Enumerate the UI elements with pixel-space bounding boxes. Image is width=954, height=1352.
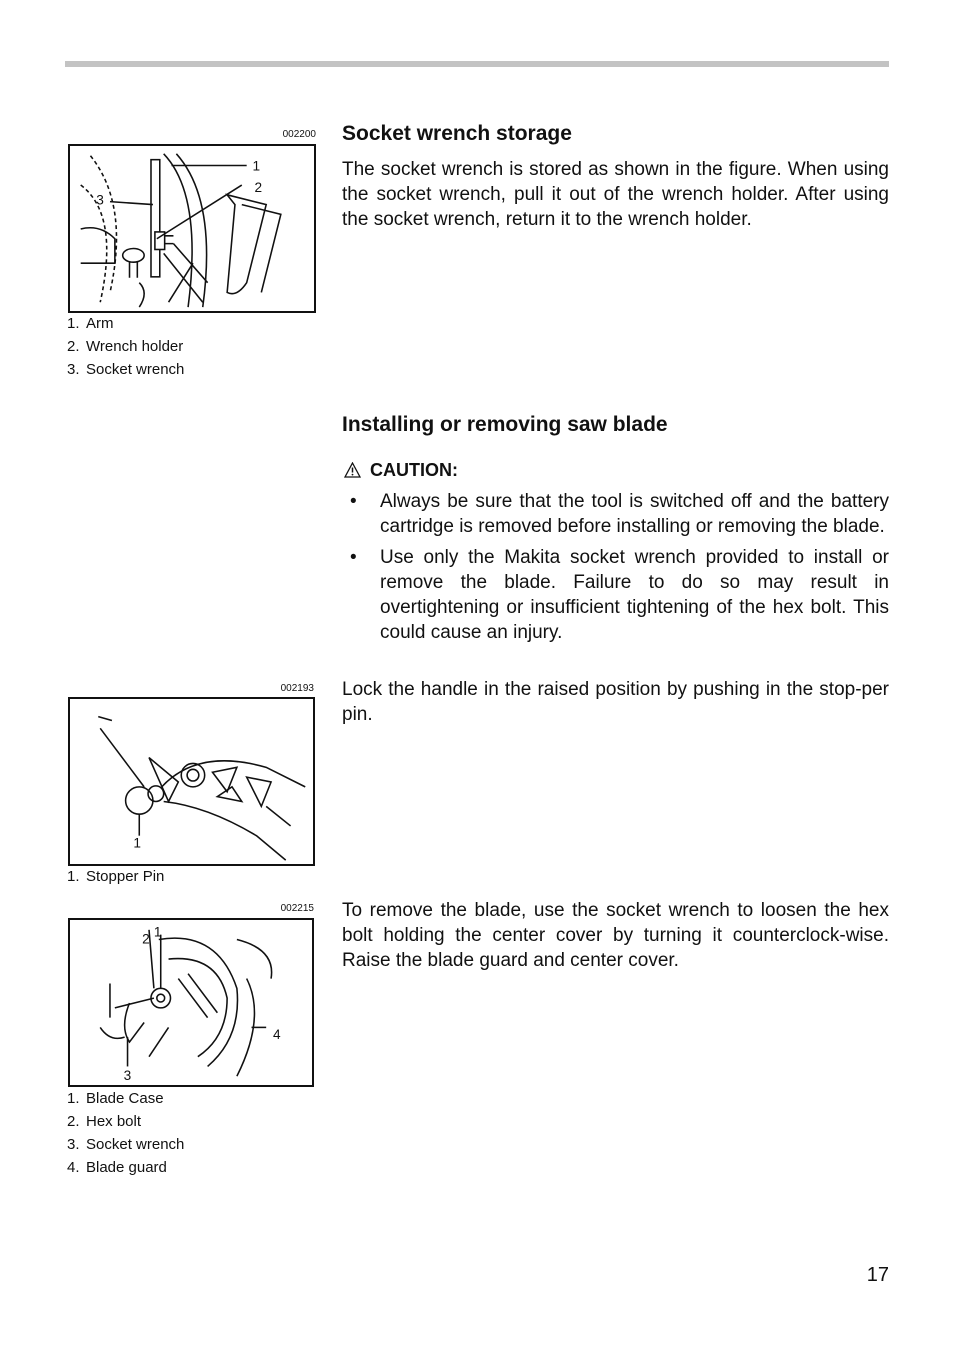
page-number: 17 — [866, 1264, 889, 1286]
figure-2-captions — [67, 865, 164, 888]
callout-2: 2 — [142, 931, 150, 947]
callout-2: 2 — [254, 179, 263, 195]
callout-1: 1 — [252, 158, 261, 174]
caption-item: 3. Socket wrench — [67, 361, 185, 378]
lock-handle-paragraph: Lock the handle in the raised position by pushing in the stop-per pin. — [342, 679, 889, 725]
blade-removal-illustration — [70, 920, 312, 1085]
bullet-symbol: • — [350, 547, 357, 568]
caption-item: 1. Blade Case — [67, 1090, 164, 1107]
callout-3: 3 — [96, 192, 104, 208]
stopper-pin-illustration — [70, 699, 313, 864]
section-heading-socket-wrench-storage: Socket wrench storage — [342, 122, 572, 145]
bullet-symbol: • — [350, 491, 357, 512]
warning-triangle-icon — [344, 462, 361, 478]
list-item: • Use only the Makita socket wrench provided to install or remove the blade. Failure to do so may result in overtightening or insufficient tightening of the hex bolt. This could cause an injury. — [350, 547, 889, 643]
figure-3-captions — [67, 1087, 184, 1179]
callout-3: 3 — [123, 1068, 132, 1084]
top-rule — [65, 61, 889, 67]
figure-blade-removal — [68, 918, 314, 1087]
callout-1: 1 — [153, 924, 162, 940]
figure-1-captions — [67, 312, 184, 381]
socket-wrench-storage-paragraph: The socket wrench is stored as shown in the figure. When using the socket wrench, pull it out of the wrench holder. After using the socket wrench, return it to the wrench holder. — [342, 159, 889, 230]
list-item: • Always be sure that the tool is switched off and the battery cartridge is removed before installing or removing the blade. — [350, 491, 889, 537]
caption-item: 3. Socket wrench — [67, 1136, 185, 1153]
caution-label — [344, 460, 458, 481]
socket-wrench-storage-illustration — [70, 146, 314, 311]
figure-code: 002193 — [280, 683, 314, 694]
remove-blade-paragraph: To remove the blade, use the socket wrench to loosen the hex bolt holding the center cover by turning it counterclock-wise. Raise the blade guard and center cover. — [342, 900, 889, 971]
figure-socket-wrench-storage — [68, 144, 316, 313]
callout-4: 4 — [273, 1027, 281, 1043]
caption-item: 2. Hex bolt — [67, 1113, 142, 1130]
figure-code: 002200 — [282, 129, 316, 140]
callout-1: 1 — [133, 835, 142, 851]
caption-item: 2. Wrench holder — [67, 338, 184, 355]
caption-item: 4. Blade guard — [67, 1159, 167, 1176]
figure-stopper-pin — [68, 697, 315, 866]
figure-code: 002215 — [280, 903, 314, 914]
section-heading-installing-removing: Installing or removing saw blade — [342, 413, 668, 436]
caption-item: 1. Stopper Pin — [67, 868, 165, 885]
caution-list — [342, 489, 889, 651]
caption-item: 1. Arm — [67, 315, 114, 332]
caution-text: CAUTION: — [370, 460, 458, 480]
